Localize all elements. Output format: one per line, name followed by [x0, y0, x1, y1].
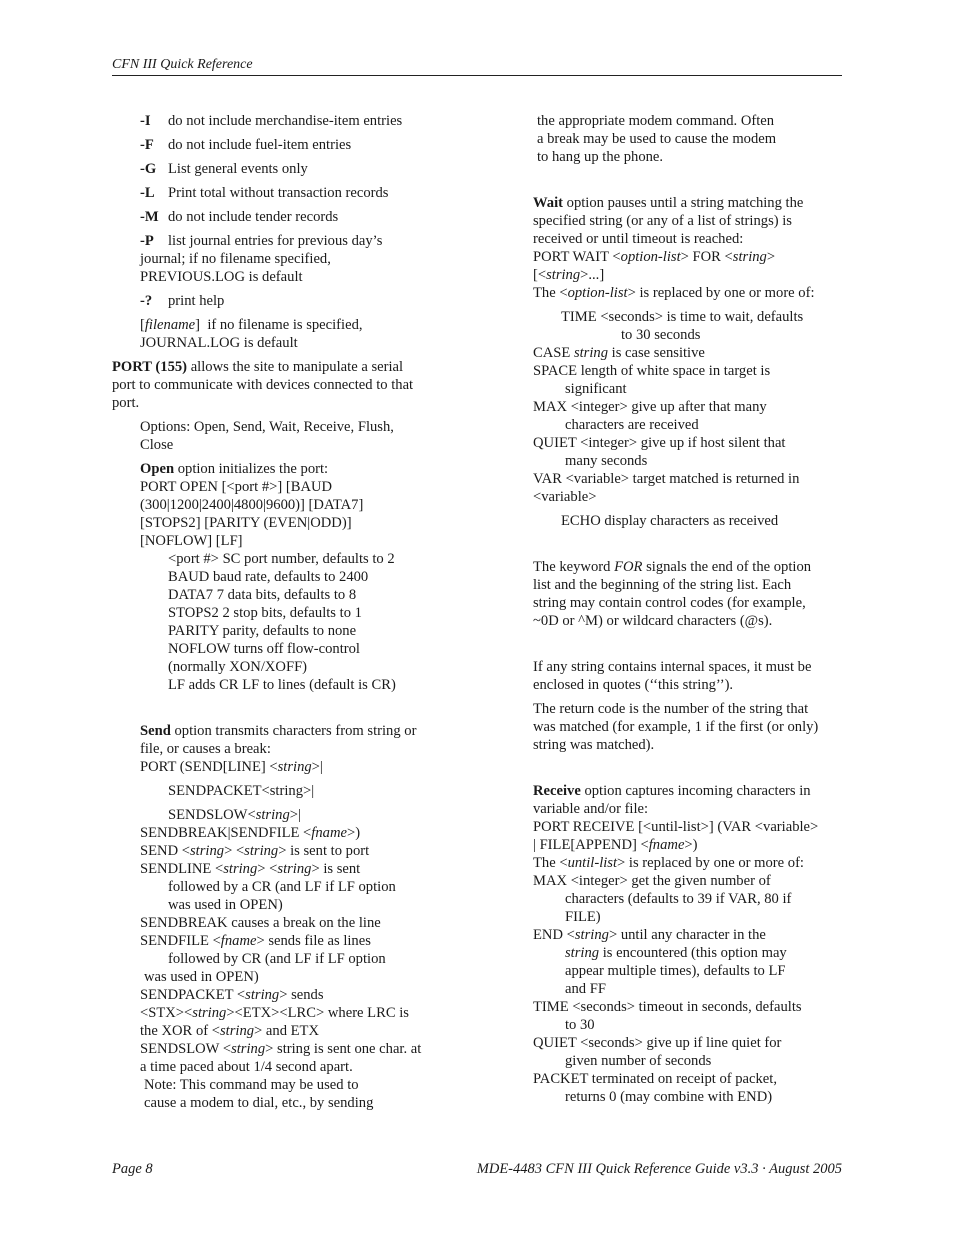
receive-heading: Receive option captures incoming characters in: [533, 783, 811, 799]
wait-replaced: The <option-list> is replaced by one or more of:: [533, 285, 815, 301]
receive-max: MAX <integer> get the given number of: [533, 873, 771, 889]
option-M: -M do not include tender records: [140, 209, 339, 225]
open-syntax: PORT OPEN [<port #>] [BAUD: [140, 479, 333, 495]
open-syntax: [NOFLOW] [LF]: [140, 533, 243, 549]
note-continued: to hang up the phone.: [537, 149, 664, 165]
options-list-2: Close: [140, 437, 174, 453]
receive-end-cont: appear multiple times), defaults to LF: [565, 963, 786, 979]
open-item: DATA7 7 data bits, defaults to 8: [168, 587, 357, 603]
receive-syntax-2: | FILE[APPEND] <fname>): [533, 837, 698, 853]
wait-quiet: QUIET <integer> give up if host silent that: [533, 435, 786, 451]
right-column: [533, 112, 845, 1106]
open-heading: Open option initializes the port:: [140, 461, 329, 477]
receive-time: TIME <seconds> timeout in seconds, defaults: [533, 999, 802, 1015]
option-L: -L Print total without transaction records: [140, 185, 389, 201]
wait-quiet-cont: many seconds: [565, 453, 648, 469]
page-number: Page 8: [112, 1161, 153, 1177]
send-heading: Send option transmits characters from string or: [140, 723, 417, 739]
wait-space-cont: significant: [565, 381, 627, 397]
receive-desc: variable and/or file:: [533, 801, 649, 817]
send-syntax-break: SENDBREAK|SENDFILE <fname>): [140, 825, 361, 841]
wait-heading: Wait option pauses until a string matching the: [533, 195, 804, 211]
open-syntax: (300|1200|2400|4800|9600)] [DATA7]: [140, 497, 364, 513]
option-filename: [filename] if no filename is specified,: [140, 317, 363, 333]
return-code: The return code is the number of the string that: [533, 701, 809, 717]
note-continued: a break may be used to cause the modem: [537, 131, 777, 147]
sendline-def-cont: followed by a CR (and LF if LF option: [168, 879, 396, 895]
receive-packet: PACKET terminated on receipt of packet,: [533, 1071, 777, 1087]
option-G: -G List general events only: [140, 161, 308, 177]
send-syntax: PORT (SEND[LINE] <string>|: [140, 759, 323, 775]
wait-syntax: PORT WAIT <option-list> FOR <string>: [533, 249, 776, 265]
receive-end-cont: and FF: [565, 981, 606, 997]
receive-max-cont: FILE): [565, 909, 601, 925]
return-code-cont: string was matched).: [533, 737, 655, 753]
keyword-for: The keyword FOR signals the end of the option: [533, 559, 812, 575]
open-syntax: [STOPS2] [PARITY (EVEN|ODD)]: [140, 515, 352, 531]
sendbreak-def: SENDBREAK causes a break on the line: [140, 915, 381, 931]
receive-syntax: PORT RECEIVE [<until-list>] (VAR <variable>: [533, 819, 819, 835]
port-desc: port to communicate with devices connected to that: [112, 377, 414, 393]
receive-quiet-cont: given number of seconds: [565, 1053, 712, 1069]
open-item: (normally XON/XOFF): [168, 659, 308, 675]
sendline-def: SENDLINE <string> <string> is sent: [140, 861, 361, 877]
sendslow-def-cont: a time paced about 1/4 second apart.: [140, 1059, 353, 1075]
receive-end-cont: string is encountered (this option may: [565, 945, 787, 961]
note-cont: cause a modem to dial, etc., by sending: [144, 1095, 374, 1111]
sendfile-def-cont: followed by CR (and LF if LF option: [168, 951, 386, 967]
page-header: CFN III Quick Reference: [112, 56, 842, 76]
wait-space: SPACE length of white space in target is: [533, 363, 771, 379]
receive-until: The <until-list> is replaced by one or more of:: [533, 855, 804, 871]
sendpacket-def-cont: the XOR of <string> and ETX: [140, 1023, 320, 1039]
keyword-for-cont: list and the beginning of the string list. Each: [533, 577, 792, 593]
receive-end: END <string> until any character in the: [533, 927, 766, 943]
send-syntax-slow: SENDSLOW<string>|: [168, 807, 301, 823]
wait-case: CASE string is case sensitive: [533, 345, 705, 361]
keyword-for-cont: ~0D or ^M) or wildcard characters (@s).: [533, 613, 773, 629]
keyword-for-cont: string may contain control codes (for example,: [533, 595, 806, 611]
option-P: -P list journal entries for previous day’s: [140, 233, 383, 249]
sendpacket-def-cont: <STX><string><ETX><LRC> where LRC is: [140, 1005, 409, 1021]
wait-desc: received or until timeout is reached:: [533, 231, 744, 247]
sendline-def-cont: was used in OPEN): [168, 897, 283, 913]
wait-time-cont: to 30 seconds: [621, 327, 701, 343]
port-heading: PORT (155) allows the site to manipulate a serial: [112, 359, 404, 375]
open-item: PARITY parity, defaults to none: [168, 623, 357, 639]
left-column: [112, 112, 457, 1112]
wait-syntax-2: [<string>...]: [533, 267, 605, 283]
sendpacket-def: SENDPACKET <string> sends: [140, 987, 324, 1003]
receive-quiet: QUIET <seconds> give up if line quiet for: [533, 1035, 782, 1051]
send-desc: file, or causes a break:: [140, 741, 271, 757]
wait-time: TIME <seconds> is time to wait, defaults: [561, 309, 804, 325]
open-item: <port #> SC port number, defaults to 2: [168, 551, 395, 567]
receive-packet-cont: returns 0 (may combine with END): [565, 1089, 773, 1105]
option-F: -F do not include fuel-item entries: [140, 137, 352, 153]
send-def: SEND <string> <string> is sent to port: [140, 843, 370, 859]
wait-var-cont: <variable>: [533, 489, 597, 505]
option-help: -? print help: [140, 293, 225, 309]
sendslow-def: SENDSLOW <string> string is sent one char. at: [140, 1041, 422, 1057]
open-item: LF adds CR LF to lines (default is CR): [168, 677, 396, 693]
option-I: -I do not include merchandise-item entries: [140, 113, 403, 129]
spaces-note: If any string contains internal spaces, it must be: [533, 659, 812, 675]
send-syntax-packet: SENDPACKET<string>|: [168, 783, 315, 799]
note-continued: the appropriate modem command. Often: [537, 113, 775, 129]
sendfile-def: SENDFILE <fname> sends file as lines: [140, 933, 371, 949]
open-item: BAUD baud rate, defaults to 2400: [168, 569, 369, 585]
wait-echo: ECHO display characters as received: [561, 513, 779, 529]
wait-var: VAR <variable> target matched is returned in: [533, 471, 800, 487]
wait-max: MAX <integer> give up after that many: [533, 399, 767, 415]
option-P-cont2: PREVIOUS.LOG is default: [140, 269, 303, 285]
option-filename-cont: JOURNAL.LOG is default: [140, 335, 298, 351]
sendfile-def-cont: was used in OPEN): [144, 969, 259, 985]
spaces-note-cont: enclosed in quotes (‘‘this string’’).: [533, 677, 734, 693]
open-item: STOPS2 2 stop bits, defaults to 1: [168, 605, 362, 621]
note: Note: This command may be used to: [144, 1077, 359, 1093]
receive-time-cont: to 30: [565, 1017, 595, 1033]
open-item: NOFLOW turns off flow-control: [168, 641, 360, 657]
options-list: Options: Open, Send, Wait, Receive, Flush,: [140, 419, 394, 435]
wait-desc: specified string (or any of a list of strings) is: [533, 213, 792, 229]
wait-max-cont: characters are received: [565, 417, 699, 433]
receive-max-cont: characters (defaults to 39 if VAR, 80 if: [565, 891, 792, 907]
option-P-cont: journal; if no filename specified,: [140, 251, 331, 267]
document-id: MDE-4483 CFN III Quick Reference Guide v3.3 · August 2005: [476, 1161, 842, 1177]
return-code-cont: was matched (for example, 1 if the first (or only): [533, 719, 819, 735]
port-desc-2: port.: [112, 395, 140, 411]
